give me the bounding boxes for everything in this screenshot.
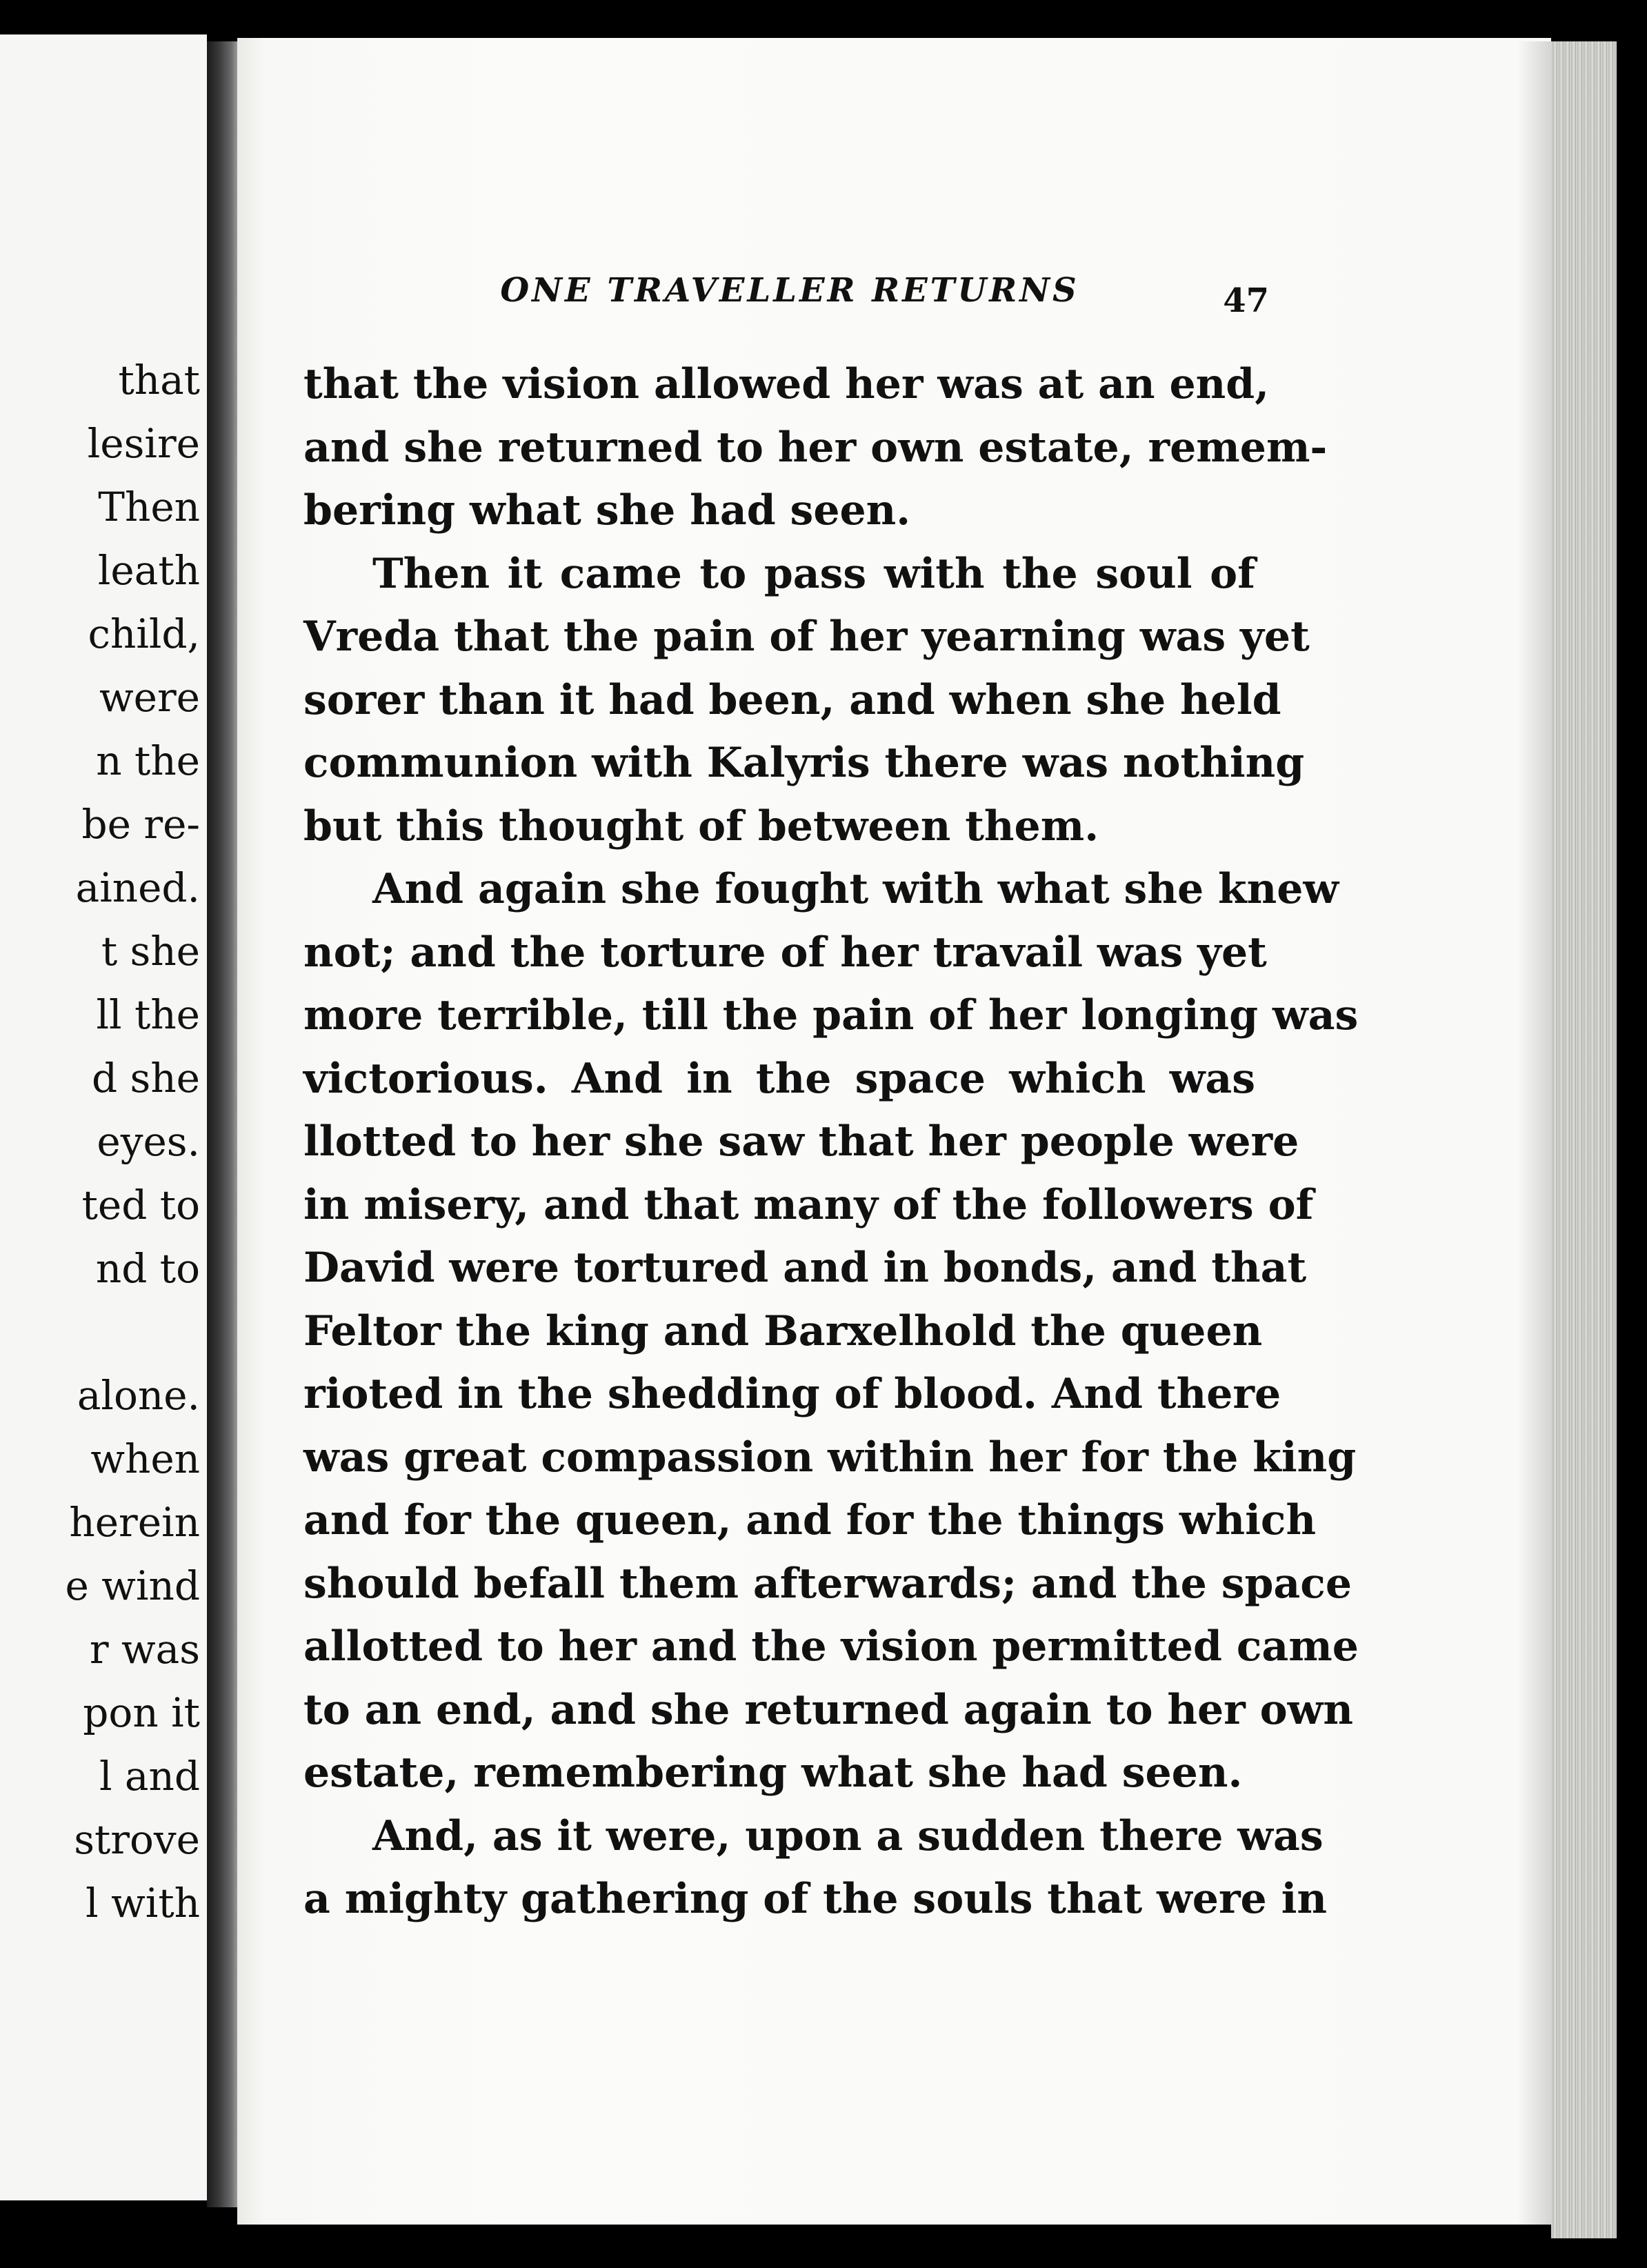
left-text-line: Then <box>98 484 200 530</box>
text-line: estate, remembering what she had seen. <box>303 1749 1243 1797</box>
left-text-line <box>0 1300 200 1364</box>
text-line: victorious. And in the space which was <box>303 1054 1255 1103</box>
left-text-line: t she <box>101 928 200 975</box>
left-text-line: alone. <box>77 1372 200 1419</box>
text-line: Then it came to pass with the soul of <box>372 549 1255 598</box>
left-text-line: lesire <box>87 420 200 467</box>
text-line: Vreda that the pain of her yearning was yet <box>303 613 1310 661</box>
left-text-line: child, <box>88 610 200 657</box>
left-text-line: d she <box>91 1055 200 1102</box>
text-line: rioted in the shedding of blood. And there <box>303 1370 1281 1418</box>
left-text-line: e wind <box>65 1562 200 1609</box>
left-text-line: that <box>118 357 200 404</box>
text-line: And, as it were, upon a sudden there was <box>372 1811 1324 1860</box>
book-gutter <box>207 41 237 2207</box>
text-line: a mighty gathering of the souls that were in <box>303 1875 1328 1923</box>
text-line: should befall them afterwards; and the space <box>303 1559 1352 1608</box>
text-line: sorer than it had been, and when she held <box>303 675 1281 724</box>
left-text-line: l with <box>86 1880 200 1927</box>
text-line: and for the queen, and for the things which <box>303 1496 1317 1544</box>
left-text-line: ted to <box>81 1182 200 1228</box>
text-line: allotted to her and the vision permitted came <box>303 1622 1359 1671</box>
previous-page-edge <box>0 34 207 2200</box>
left-text-line: ll the <box>96 991 200 1038</box>
text-line: bering what she had seen. <box>303 486 911 535</box>
text-line: in misery, and that many of the followers of <box>303 1180 1314 1229</box>
text-line: to an end, and she returned again to her own <box>303 1685 1353 1734</box>
book-fore-edge <box>1551 41 1617 2238</box>
text-line: not; and the torture of her travail was yet <box>303 928 1267 977</box>
left-text-line: eyes. <box>97 1118 200 1165</box>
text-line: communion with Kalyris there was nothing <box>303 739 1305 787</box>
text-line: that the vision allowed her was at an end, <box>303 360 1270 408</box>
left-text-line: were <box>99 674 200 721</box>
left-text-line: leath <box>97 547 200 594</box>
left-text-line: strove <box>74 1816 200 1863</box>
running-head: ONE TRAVELLER RETURNS <box>500 271 1079 310</box>
left-text-line: ained. <box>75 864 200 911</box>
text-line: was great compassion within her for the king <box>303 1433 1357 1482</box>
text-line: And again she fought with what she knew <box>372 865 1339 913</box>
text-line: David were tortured and in bonds, and that <box>303 1244 1307 1292</box>
left-text-line: l and <box>99 1753 200 1800</box>
left-text-line: when <box>90 1435 200 1482</box>
text-line: llotted to her she saw that her people were <box>303 1117 1299 1166</box>
text-line: more terrible, till the pain of her longing was <box>303 991 1359 1040</box>
previous-page-text <box>0 348 200 1935</box>
text-line: Feltor the king and Barxelhold the queen <box>303 1306 1263 1355</box>
left-text-line: nd to <box>95 1245 200 1292</box>
page-body-text <box>303 353 1359 1931</box>
left-text-line: pon it <box>83 1689 200 1736</box>
text-line: but this thought of between them. <box>303 802 1099 850</box>
text-line: and she returned to her own estate, remem- <box>303 423 1328 472</box>
left-text-line: n the <box>96 737 200 784</box>
left-text-line: be re- <box>81 801 200 848</box>
page-number: 47 <box>1223 281 1269 320</box>
left-text-line: herein <box>69 1499 200 1546</box>
left-text-line: r was <box>89 1626 200 1673</box>
